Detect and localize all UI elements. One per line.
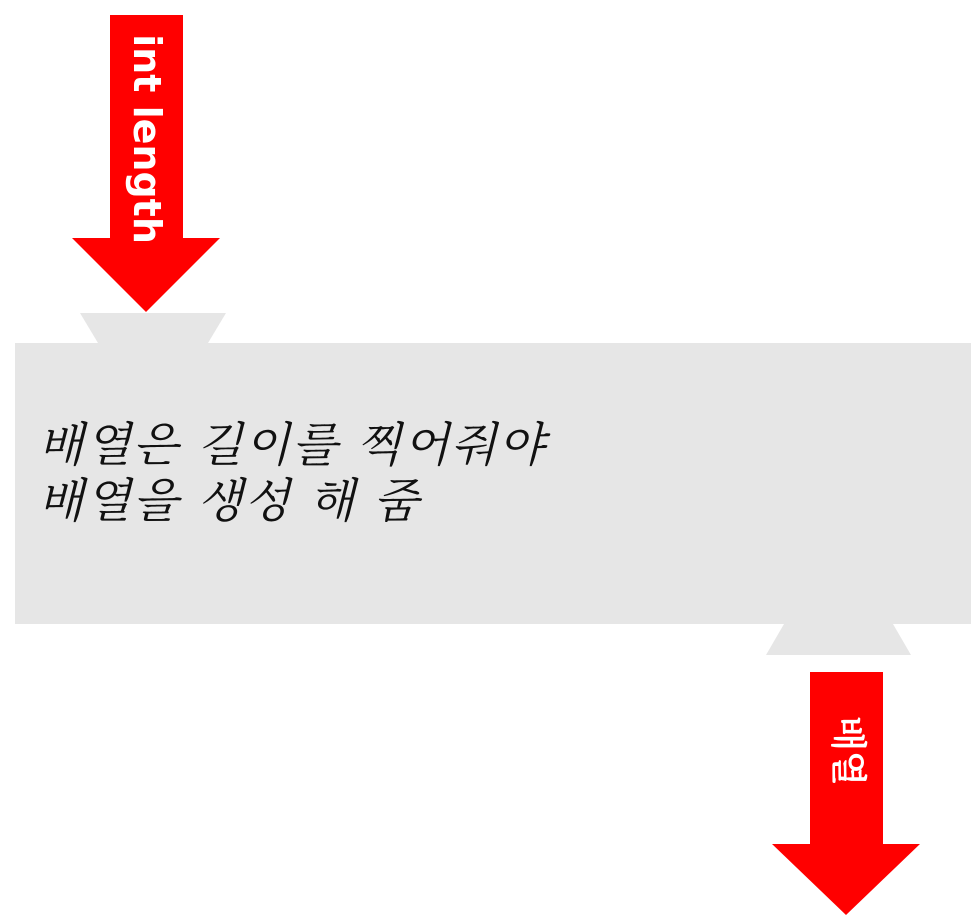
output-connector-tab xyxy=(766,624,911,655)
process-text-line-2: 배열을 생성 해 줌 xyxy=(38,474,421,529)
input-arrow-label: int length xyxy=(125,34,169,244)
process-text-line-1: 배열은 길이를 찍어줘야 xyxy=(38,418,546,473)
process-description xyxy=(38,418,938,530)
output-arrow-label: 배열 xyxy=(827,716,868,786)
input-connector-tab xyxy=(80,313,226,343)
